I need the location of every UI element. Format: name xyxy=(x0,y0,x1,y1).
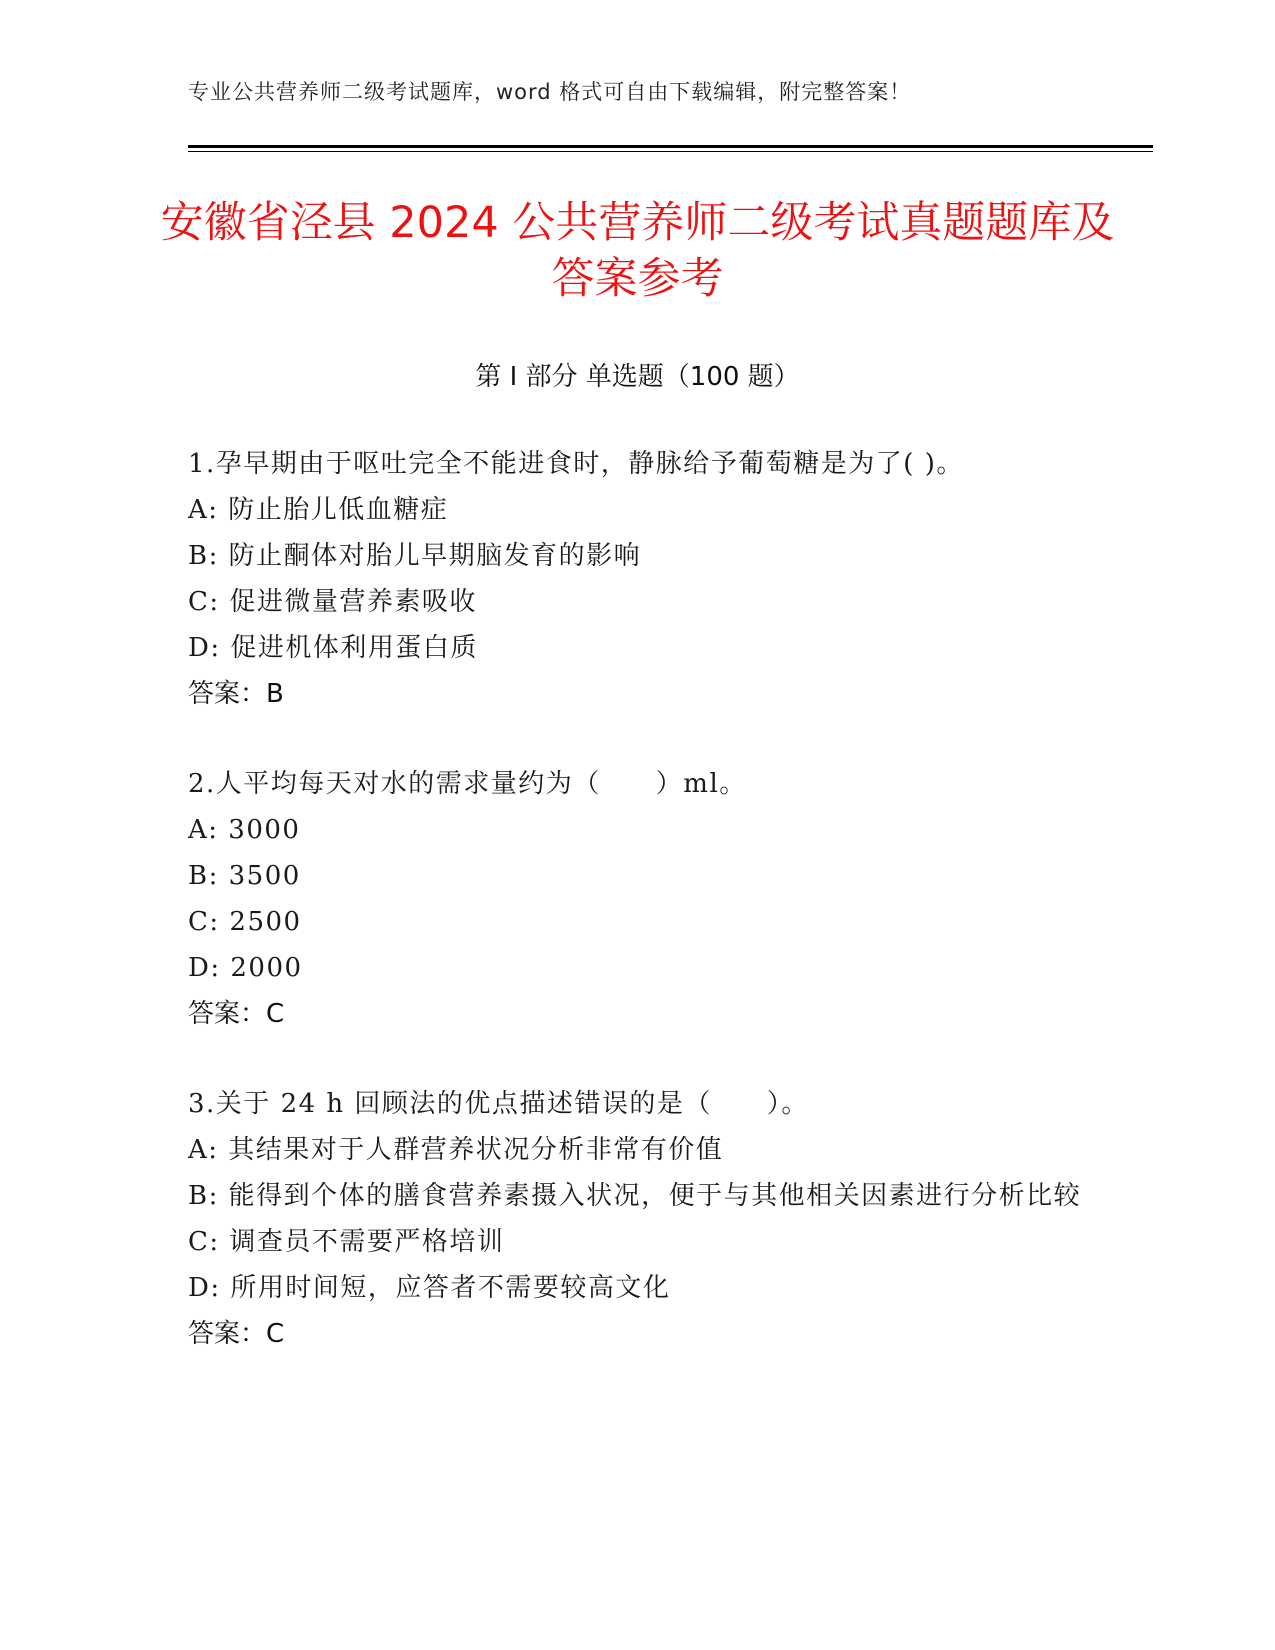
option-a: A: 3000 xyxy=(188,815,301,845)
option-d: D: 所用时间短，应答者不需要较高文化 xyxy=(188,1273,671,1303)
question-list xyxy=(188,441,1088,1401)
answer-line: 答案：C xyxy=(188,999,285,1029)
question-1 xyxy=(188,441,1088,717)
option-b: B: 能得到个体的膳食营养素摄入状况，便于与其他相关因素进行分析比较 xyxy=(188,1181,1082,1211)
option-b: B: 防止酮体对胎儿早期脑发育的影响 xyxy=(188,541,642,571)
section-heading: 第 I 部分 单选题（100 题） xyxy=(475,362,800,392)
option-c: C: 2500 xyxy=(188,907,302,937)
question-stem: 3.关于 24 h 回顾法的优点描述错误的是（ ）。 xyxy=(188,1089,809,1119)
option-d: D: 2000 xyxy=(188,953,303,983)
header-rule-thin xyxy=(188,151,1153,152)
option-d: D: 促进机体利用蛋白质 xyxy=(188,633,478,663)
question-2 xyxy=(188,761,1088,1037)
document-title: 安徽省泾县 2024 公共营养师二级考试真题题库及答案参考 xyxy=(160,198,1115,304)
question-stem: 2.人平均每天对水的需求量约为（ ）ml。 xyxy=(188,769,747,799)
answer-line: 答案：B xyxy=(188,679,284,709)
question-stem: 1.孕早期由于呕吐完全不能进食时，静脉给予葡萄糖是为了( )。 xyxy=(188,449,964,479)
header-note: 专业公共营养师二级考试题库，word 格式可自由下载编辑，附完整答案！ xyxy=(188,80,912,104)
option-a: A: 其结果对于人群营养状况分析非常有价值 xyxy=(188,1135,724,1165)
option-b: B: 3500 xyxy=(188,861,301,891)
header-rule-thick xyxy=(188,145,1153,148)
question-3 xyxy=(188,1081,1088,1357)
option-a: A: 防止胎儿低血糖症 xyxy=(188,495,449,525)
answer-line: 答案：C xyxy=(188,1319,285,1349)
option-c: C: 调查员不需要严格培训 xyxy=(188,1227,505,1257)
option-c: C: 促进微量营养素吸收 xyxy=(188,587,477,617)
